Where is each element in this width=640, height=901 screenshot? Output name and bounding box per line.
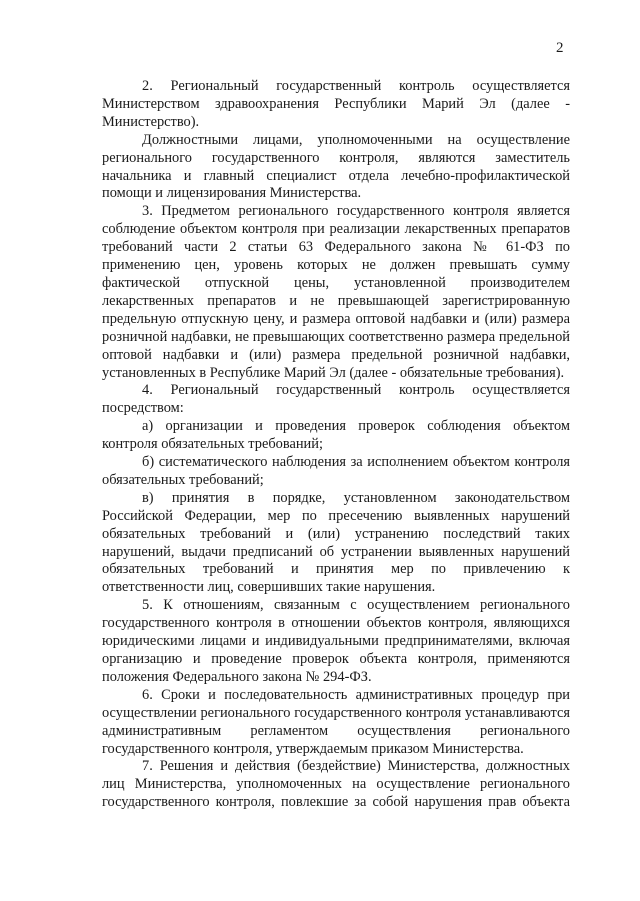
paragraph-4: 4. Региональный государственный контроль осуществляется посредством: — [102, 382, 570, 417]
paragraph-5: 5. К отношениям, связанным с осуществлением регионального государственного контроля в отношении объектов контроля, являющихся юридическими лицами и индивидуальными предпринимателями, включая организацию и проведение проверок объекта контроля, применяются положения Федерального закона № 294-ФЗ. — [102, 597, 570, 685]
paragraph-7: 7. Решения и действия (бездействие) Министерства, должностных лиц Министерства, уполномоченных на осуществление регионального государственного контроля, повлекшие за собой нарушения прав объекта — [102, 758, 570, 811]
document-body — [102, 78, 570, 812]
paragraph-3: 3. Предметом регионального государственного контроля является соблюдение объектом контроля при реализации лекарственных препаратов требований части 2 статьи 63 Федерального закона № 61-ФЗ по применению цен, уровень которых не должен превышать сумму фактической отпускной цены, установленной производителем лекарственных препаратов и не превышающей зарегистрированную предельную отпускную цену, и размера оптовой надбавки и (или) размера розничной надбавки, не превышающих соответственно размера предельной оптовой надбавки и (или) размера предельной розничной надбавки, установленных в Республике Марий Эл (далее - обязательные требования). — [102, 203, 570, 381]
paragraph-officials: Должностными лицами, уполномоченными на осуществление регионального государственного контроля, являются заместитель начальника и главный специалист отдела лечебно-профилактической помощи и лицензирования Министерства. — [102, 131, 570, 202]
paragraph-4v: в) принятия в порядке, установленном законодательством Российской Федерации, мер по пресечению выявленных нарушений обязательных требований и (или) устранению последствий таких нарушений, выдачи предписаний об устранении выявленных нарушений обязательных требований и принятия мер по привлечению к ответственности лиц, совершивших такие нарушения. — [102, 489, 570, 596]
paragraph-4b: б) систематического наблюдения за исполнением объектом контроля обязательных требований; — [102, 454, 570, 488]
page-number: 2 — [556, 40, 564, 56]
paragraph-2: 2. Региональный государственный контроль осуществляется Министерством здравоохранения Республики Марий Эл (далее - Министерство). — [102, 78, 570, 130]
paragraph-4a: а) организации и проведения проверок соблюдения объектом контроля обязательных требований; — [102, 418, 570, 453]
paragraph-6: 6. Сроки и последовательность административных процедур при осуществлении регионального государственного контроля устанавливаются административным регламентом осуществления регионального государственного контроля, утверждаемым приказом Министерства. — [102, 686, 570, 757]
